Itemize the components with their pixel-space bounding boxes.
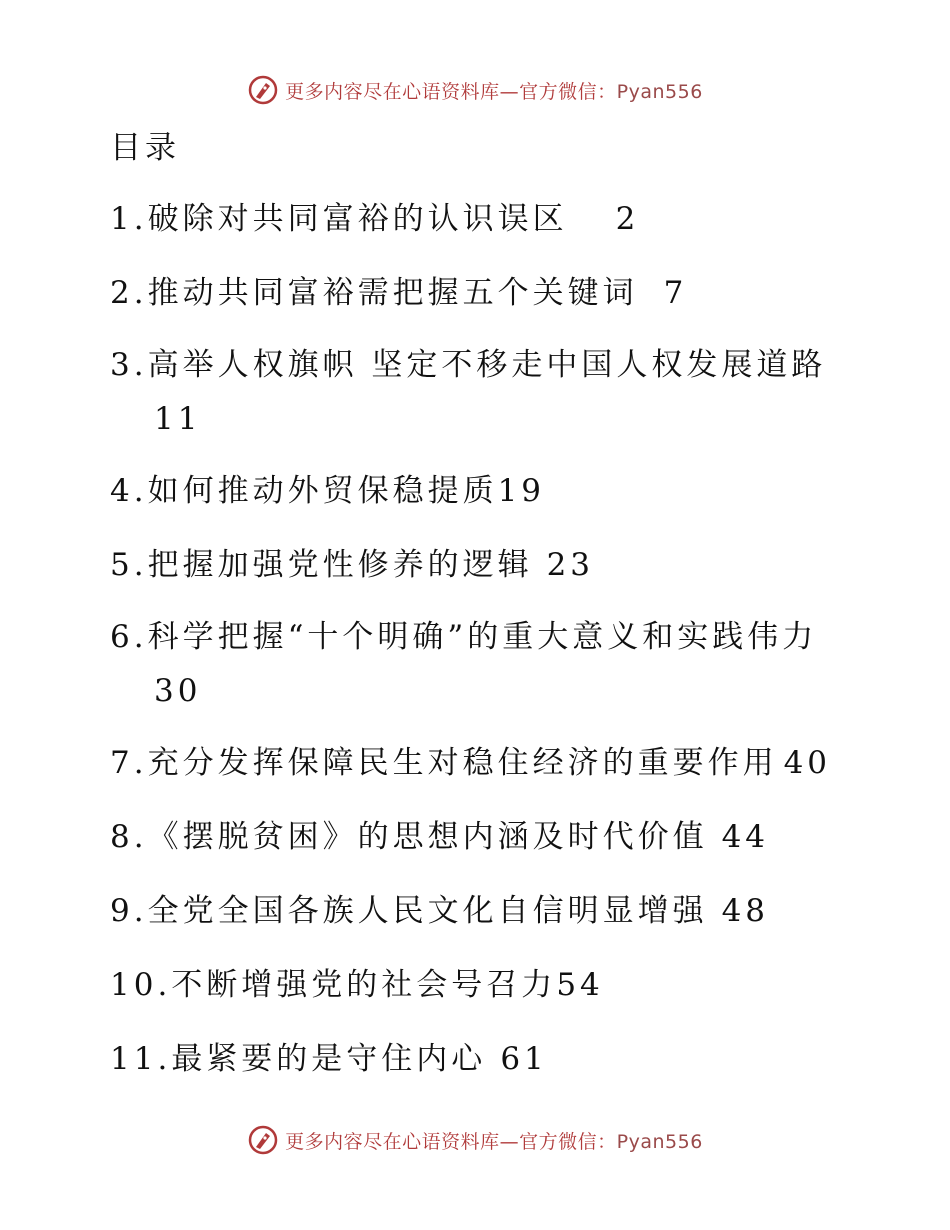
pen-nib-logo-icon xyxy=(247,1124,279,1156)
toc-item[interactable]: 8.《摆脱贫困》的思想内涵及时代价值 44 xyxy=(110,819,770,855)
watermark-text: 更多内容尽在心语资料库—官方微信：Pyan556 xyxy=(285,80,703,103)
toc-item[interactable]: 4.如何推动外贸保稳提质19 xyxy=(110,473,546,509)
toc-item[interactable]: 2.推动共同富裕需把握五个关键词 7 xyxy=(110,275,688,311)
toc-item[interactable]: 3.高举人权旗帜 坚定不移走中国人权发展道路 11 xyxy=(110,347,827,437)
toc-item[interactable]: 9.全党全国各族人民文化自信明显增强 48 xyxy=(110,893,770,929)
table-of-contents xyxy=(110,190,870,1104)
footer-watermark xyxy=(0,1120,950,1160)
toc-item[interactable]: 1.破除对共同富裕的认识误区 2 xyxy=(110,201,640,237)
watermark-text: 更多内容尽在心语资料库—官方微信：Pyan556 xyxy=(285,1130,703,1153)
page-title: 目录 xyxy=(110,130,180,166)
pen-nib-logo-icon xyxy=(247,74,279,106)
toc-item[interactable]: 10.不断增强党的社会号召力54 xyxy=(110,967,604,1003)
toc-item[interactable]: 5.把握加强党性修养的逻辑 23 xyxy=(110,547,595,583)
toc-item[interactable]: 7.充分发挥保障民生对稳住经济的重要作用 40 xyxy=(110,745,832,781)
toc-item[interactable]: 11.最紧要的是守住内心 61 xyxy=(110,1041,548,1077)
header-watermark xyxy=(0,70,950,110)
toc-item[interactable]: 6.科学把握“十个明确”的重大意义和实践伟力 30 xyxy=(110,619,818,709)
